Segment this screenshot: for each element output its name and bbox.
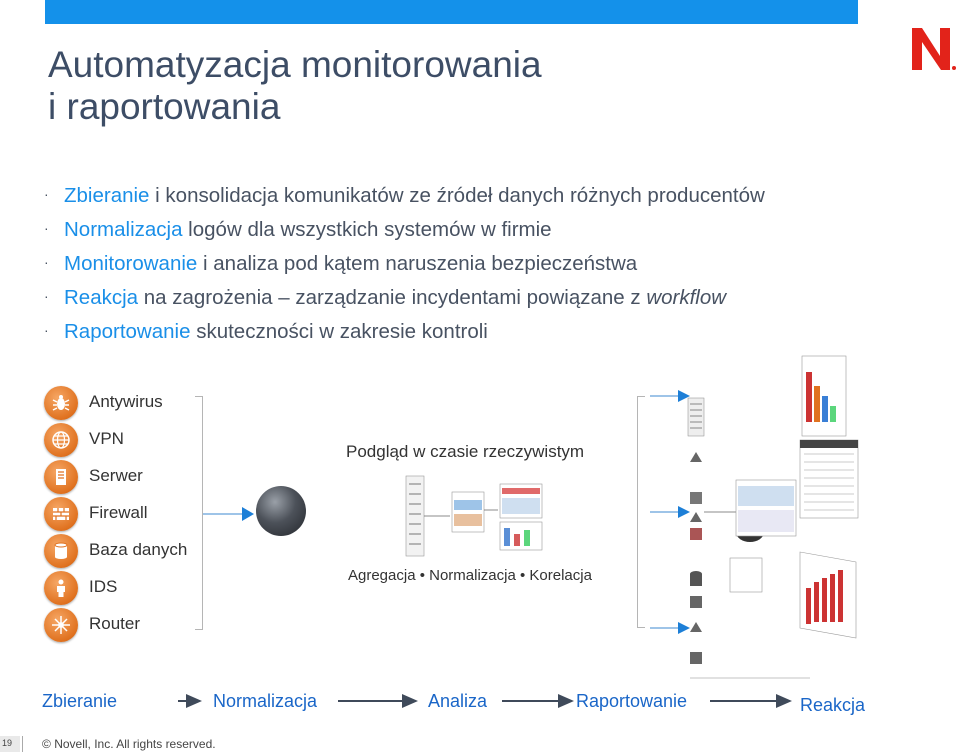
arrow-right-icon bbox=[402, 694, 418, 708]
bullet-item bbox=[44, 280, 944, 314]
top-accent-bar bbox=[45, 0, 858, 24]
page-title bbox=[48, 44, 542, 128]
title-line-2: i raportowania bbox=[48, 86, 281, 127]
bullet-dot: · bbox=[44, 288, 49, 304]
source-label: VPN bbox=[89, 429, 124, 448]
collector-sphere-icon bbox=[256, 486, 306, 536]
source-router bbox=[44, 608, 214, 642]
bullet-text: i konsolidacja komunikatów ze źródeł danych różnych producentów bbox=[149, 184, 765, 207]
arrow-stem bbox=[338, 700, 404, 702]
flow-step-zbieranie: Zbieranie bbox=[42, 691, 118, 711]
realtime-view-caption: Podgląd w czasie rzeczywistym bbox=[346, 442, 585, 461]
globe-icon bbox=[44, 423, 78, 457]
bullet-text: skuteczności w zakresie kontroli bbox=[190, 320, 488, 343]
arrow-line bbox=[203, 513, 245, 515]
aggregation-diagram-icon bbox=[404, 470, 564, 562]
bullet-item bbox=[44, 246, 944, 280]
process-flow bbox=[0, 688, 960, 718]
source-label: Baza danych bbox=[89, 540, 188, 559]
source-vpn bbox=[44, 423, 214, 457]
outputs-bracket bbox=[637, 396, 645, 628]
bullet-dot: · bbox=[44, 186, 49, 202]
server-icon bbox=[44, 460, 78, 494]
copyright-text: Novell, Inc. All rights reserved. bbox=[54, 737, 216, 751]
footer bbox=[0, 736, 960, 752]
source-label: Firewall bbox=[89, 503, 148, 522]
arrow-stem bbox=[710, 700, 778, 702]
bullet-item bbox=[44, 212, 944, 246]
bullet-keyword: Zbieranie bbox=[64, 184, 150, 207]
arrow-stem bbox=[502, 700, 560, 702]
source-label: Antywirus bbox=[89, 392, 163, 411]
arrow-right-icon bbox=[242, 507, 254, 521]
sources-bracket bbox=[195, 396, 203, 630]
bullet-keyword: Normalizacja bbox=[64, 218, 183, 241]
bug-icon bbox=[44, 386, 78, 420]
source-label: Serwer bbox=[89, 466, 143, 485]
bullet-text: i analiza pod kątem naruszenia bezpieczeństwa bbox=[197, 252, 638, 275]
bullet-text: na zagrożenia – zarządzanie incydentami powiązane z bbox=[138, 286, 647, 309]
bullet-emphasis: workflow bbox=[646, 286, 727, 309]
bullet-list bbox=[44, 178, 944, 348]
brick-wall-icon bbox=[44, 497, 78, 531]
router-icon bbox=[44, 608, 78, 642]
source-serwer bbox=[44, 460, 214, 494]
arrow-stem bbox=[178, 700, 188, 702]
flow-step-normalizacja: Normalizacja bbox=[213, 691, 318, 711]
arrow-right-icon bbox=[186, 694, 202, 708]
copyright: © Novell, Inc. All rights reserved. bbox=[42, 737, 216, 751]
aggregation-caption: Agregacja • Normalizacja • Korelacja bbox=[348, 567, 592, 584]
bullet-item bbox=[44, 314, 944, 348]
arrow-right-icon bbox=[776, 694, 792, 708]
person-icon bbox=[44, 571, 78, 605]
title-line-1: Automatyzacja monitorowania bbox=[48, 44, 542, 85]
realtime-view-diagram-icon bbox=[650, 352, 860, 692]
page-number: 19 bbox=[0, 736, 20, 752]
source-ids bbox=[44, 571, 214, 605]
flow-step-analiza: Analiza bbox=[428, 691, 488, 711]
footer-divider bbox=[22, 736, 23, 752]
bullet-keyword: Raportowanie bbox=[64, 320, 191, 343]
novell-logo-icon bbox=[906, 22, 958, 74]
bullet-keyword: Monitorowanie bbox=[64, 252, 198, 275]
flow-step-reakcja: Reakcja bbox=[800, 695, 866, 715]
bullet-dot: · bbox=[44, 220, 49, 236]
source-firewall bbox=[44, 497, 214, 531]
bullet-item bbox=[44, 178, 944, 212]
arrow-right-icon bbox=[558, 694, 574, 708]
source-baza-danych bbox=[44, 534, 214, 568]
source-label: Router bbox=[89, 614, 141, 633]
bullet-keyword: Reakcja bbox=[64, 286, 139, 309]
bullet-text: logów dla wszystkich systemów w firmie bbox=[182, 218, 552, 241]
bullet-dot: · bbox=[44, 254, 49, 270]
source-label: IDS bbox=[89, 577, 118, 596]
bullet-dot: · bbox=[44, 322, 49, 338]
database-icon bbox=[44, 534, 78, 568]
source-antywirus bbox=[44, 386, 214, 420]
flow-step-raportowanie: Raportowanie bbox=[576, 691, 688, 711]
